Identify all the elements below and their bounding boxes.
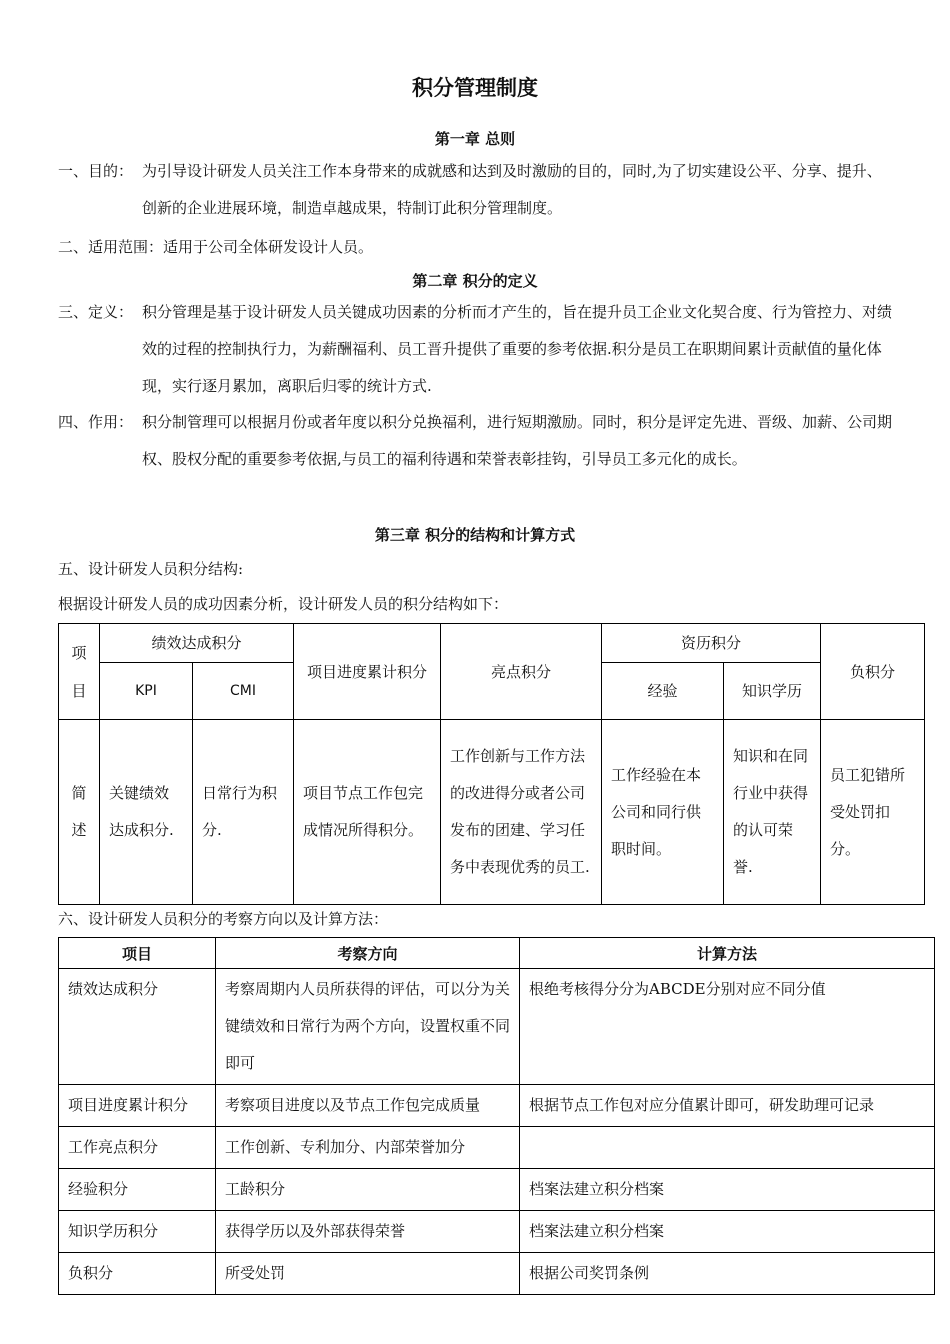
t1-exp-group-header: 资历积分 xyxy=(602,624,821,663)
t2-cell: 经验积分 xyxy=(59,1169,216,1211)
section-3-text: 积分管理是基于设计研发人员关键成功因素的分析而才产生的，旨在提升员工企业文化契合度、行为管控力、对绩效的过程的控制执行力，为薪酬福利、员工晋升提供了重要的参考依据.积分是员工在职期间累计贡献值的量化体现，实行逐月累加，离职后归零的统计方式. xyxy=(142,303,893,395)
t2-header-direction: 考察方向 xyxy=(216,938,520,969)
section-4-text: 积分制管理可以根据月份或者年度以积分兑换福利，进行短期激励。同时，积分是评定先进、晋级、加薪、公司期权、股权分配的重要参考依据,与员工的福利待遇和荣誉表彰挂钩，引导员工多元化的成长。 xyxy=(142,413,893,468)
t2-cell: 工作创新、专利加分、内部荣誉加分 xyxy=(216,1127,520,1169)
t1-desc-highlight: 工作创新与工作方法的改进得分或者公司发布的团建、学习任务中表现优秀的员工. xyxy=(441,720,602,905)
table-row xyxy=(59,1211,935,1253)
section-4 xyxy=(58,404,892,478)
chapter-2-heading: 第二章 积分的定义 xyxy=(412,272,538,290)
t2-cell: 工龄积分 xyxy=(216,1169,520,1211)
t1-progress-header: 项目进度累计积分 xyxy=(294,624,441,720)
t2-cell: 根据节点工作包对应分值累计即可，研发助理可记录 xyxy=(520,1085,935,1127)
t2-cell: 工作亮点积分 xyxy=(59,1127,216,1169)
t1-desc-progress: 项目节点工作包完成情况所得积分。 xyxy=(294,720,441,905)
section-5-intro: 根据设计研发人员的成功因素分析，设计研发人员的积分结构如下： xyxy=(58,595,509,613)
table-row xyxy=(59,1253,935,1295)
t1-exp-header: 经验 xyxy=(602,663,724,720)
section-2: 二、适用范围：适用于公司全体研发设计人员。 xyxy=(58,238,374,256)
t1-perf-header: 绩效达成积分 xyxy=(100,624,294,663)
t2-cell: 知识学历积分 xyxy=(59,1211,216,1253)
t1-cmi-header: CMI xyxy=(193,663,294,720)
t1-edu-header: 知识学历 xyxy=(724,663,821,720)
document-title: 积分管理制度 xyxy=(412,76,538,100)
t2-cell: 考察周期内人员所获得的评估，可以分为关键绩效和日常行为两个方向，设置权重不同即可 xyxy=(216,969,520,1085)
t1-highlight-header: 亮点积分 xyxy=(441,624,602,720)
t2-cell: 绩效达成积分 xyxy=(59,969,216,1085)
score-method-table xyxy=(58,937,935,1295)
table-row xyxy=(59,1085,935,1127)
section-1-label: 一、目的： xyxy=(58,162,134,180)
t1-desc-kpi: 关键绩效达成积分. xyxy=(100,720,193,905)
section-3 xyxy=(58,294,892,405)
t1-desc-neg: 员工犯错所受处罚扣分。 xyxy=(821,720,925,905)
t1-desc-cmi: 日常行为积分. xyxy=(193,720,294,905)
t2-cell: 获得学历以及外部获得荣誉 xyxy=(216,1211,520,1253)
section-1 xyxy=(58,153,886,227)
t2-cell: 档案法建立积分档案 xyxy=(520,1169,935,1211)
table-row xyxy=(59,969,935,1085)
section-4-label: 四、作用： xyxy=(58,413,134,431)
t1-desc-label: 简述 xyxy=(59,720,100,905)
t1-desc-exp: 工作经验在本公司和同行供职时间。 xyxy=(602,720,724,905)
t2-cell: 根绝考核得分分为ABCDE分别对应不同分值 xyxy=(520,969,935,1085)
t1-desc-edu: 知识和在同行业中获得的认可荣誉. xyxy=(724,720,821,905)
score-structure-table xyxy=(58,623,925,905)
t2-cell xyxy=(520,1127,935,1169)
section-5: 五、设计研发人员积分结构: xyxy=(58,560,244,578)
t2-cell: 所受处罚 xyxy=(216,1253,520,1295)
t1-item-header: 项目 xyxy=(59,624,100,720)
chapter-1-heading: 第一章 总则 xyxy=(434,130,516,148)
t2-cell: 根据公司奖罚条例 xyxy=(520,1253,935,1295)
section-3-label: 三、定义： xyxy=(58,303,134,321)
t1-neg-header: 负积分 xyxy=(821,624,925,720)
section-6: 六、设计研发人员积分的考察方向以及计算方法： xyxy=(58,910,389,928)
t2-cell: 档案法建立积分档案 xyxy=(520,1211,935,1253)
t2-cell: 项目进度累计积分 xyxy=(59,1085,216,1127)
table-row xyxy=(59,1127,935,1169)
t2-header-method: 计算方法 xyxy=(520,938,935,969)
t1-kpi-header: KPI xyxy=(100,663,193,720)
section-1-text: 为引导设计研发人员关注工作本身带来的成就感和达到及时激励的目的，同时,为了切实建设公平、分享、提升、创新的企业进展环境，制造卓越成果，特制订此积分管理制度。 xyxy=(142,162,882,217)
chapter-3-heading: 第三章 积分的结构和计算方式 xyxy=(374,526,576,544)
t2-cell: 考察项目进度以及节点工作包完成质量 xyxy=(216,1085,520,1127)
table-row xyxy=(59,1169,935,1211)
t2-header-item: 项目 xyxy=(59,938,216,969)
t2-cell: 负积分 xyxy=(59,1253,216,1295)
